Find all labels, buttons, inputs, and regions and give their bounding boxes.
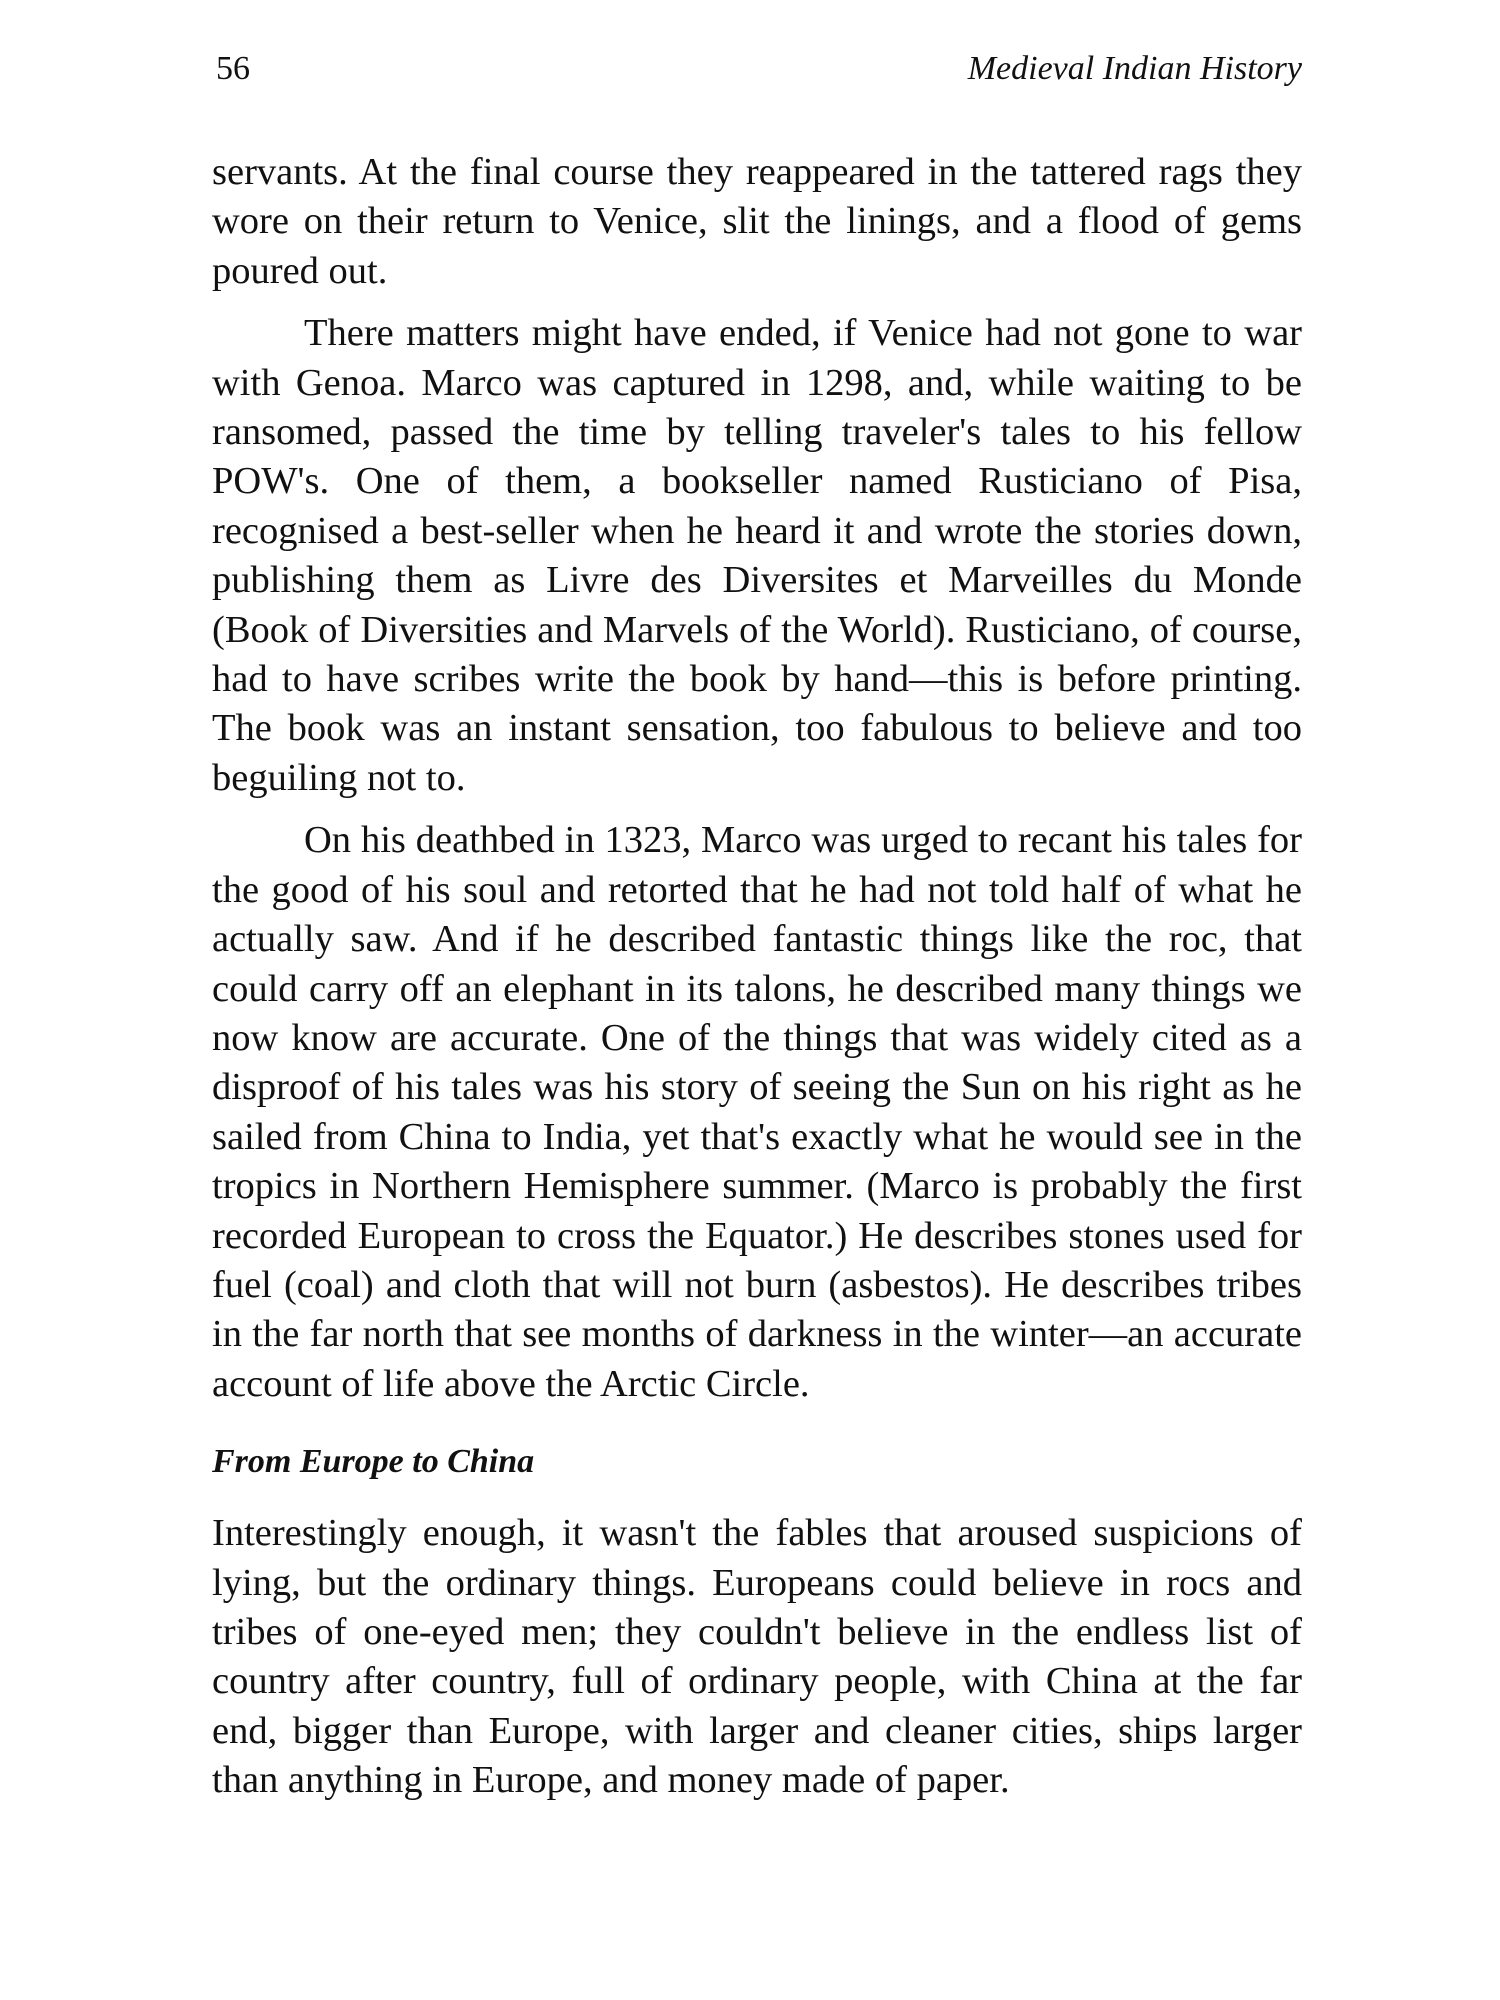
paragraph-2: There matters might have ended, if Venice had not gone to war with Genoa. Marco was captured in 1298, and, while waiting to be ransomed, passed the time by telling traveler's tales to his fellow POW's. One of them, a bookseller named Rusticiano of Pisa, recognised a best-seller when he heard it and wrote the stories down, publishing them as Livre des Diversites et Marveilles du Monde (Book of Diversities and Marvels of the World). Rusticiano, of course, had to have scribes write the book by hand—this is before printing. The book was an instant sensation, too fabulous to believe and too beguiling not to. — [212, 312, 1302, 799]
book-page — [212, 50, 1302, 1806]
paragraph-1: servants. At the final course they reappeared in the tattered rags they wore on their return to Venice, slit the linings, and a flood of gems poured out. — [212, 151, 1302, 292]
paragraph-3: On his deathbed in 1323, Marco was urged to recant his tales for the good of his soul and retorted that he had not told half of what he actually saw. And if he described fantastic things like the roc, that could carry off an elephant in its talons, he described many things we now know are accurate. One of the things that was widely cited as a disproof of his tales was his story of seeing the Sun on his right as he sailed from China to India, yet that's exactly what he would see in the tropics in Northern Hemisphere summer. (Marco is probably the first recorded European to cross the Equator.) He describes stones used for fuel (coal) and cloth that will not burn (asbestos). He describes tribes in the far north that see months of darkness in the winter—an accurate account of life above the Arctic Circle. — [212, 819, 1302, 1405]
section-heading: From Europe to China — [212, 1443, 535, 1481]
body-text — [212, 148, 1302, 1806]
page-number: 56 — [216, 50, 250, 87]
page-header — [212, 50, 1302, 100]
section-paragraph: Interestingly enough, it wasn't the fables that aroused suspicions of lying, but the ordinary things. Europeans could believe in rocs and tribes of one-eyed men; they couldn't believe in the endless list of country after country, full of ordinary people, with China at the far end, bigger than Europe, with larger and cleaner cities, ships larger than anything in Europe, and money made of paper. — [212, 1512, 1302, 1802]
running-head: Medieval Indian History — [967, 50, 1302, 87]
